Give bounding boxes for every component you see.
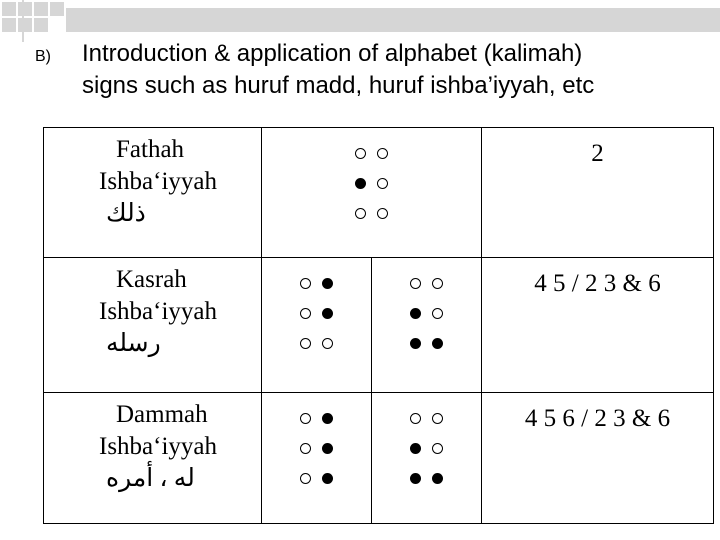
empty-dot (295, 302, 317, 324)
empty-dot (427, 302, 449, 324)
decor-horizontal-bar (66, 8, 720, 32)
empty-dot (427, 407, 449, 429)
sign-name-cell (44, 128, 262, 258)
raised-dot (317, 437, 339, 459)
empty-dot (427, 272, 449, 294)
empty-dot (295, 467, 317, 489)
sign-name: Fathah (116, 136, 185, 163)
decor-square (18, 2, 32, 16)
raised-dot (427, 332, 449, 354)
slide-heading (82, 38, 702, 102)
empty-dot (405, 407, 427, 429)
heading-line-1: Introduction & application of alphabet (kalimah) (82, 40, 583, 67)
sign-name: Kasrah (116, 266, 187, 293)
braille-cell (262, 272, 371, 354)
raised-dot (405, 302, 427, 324)
empty-dot (350, 202, 372, 224)
heading-line-2: signs such as huruf madd, huruf ishba’iyyah, etc (82, 72, 595, 99)
braille-cell-area (372, 393, 482, 524)
raised-dot (317, 467, 339, 489)
dot-numbers: 4 5 6 / 2 3 & 6 (482, 393, 714, 524)
empty-dot (317, 332, 339, 354)
braille-cell (372, 272, 481, 354)
sign-name-cell (44, 393, 262, 524)
decor-square (50, 2, 64, 16)
decor-square (2, 2, 16, 16)
bullet-label: B) (35, 48, 51, 65)
raised-dot (427, 467, 449, 489)
decor-square (2, 18, 16, 32)
sign-name-sub: Ishba‘iyyah (99, 433, 218, 460)
sign-name-sub: Ishba‘iyyah (99, 168, 218, 195)
empty-dot (372, 142, 394, 164)
braille-cell-area (262, 258, 372, 393)
empty-dot (427, 437, 449, 459)
raised-dot (405, 437, 427, 459)
empty-dot (295, 407, 317, 429)
arabic-example: له ، أمره (106, 465, 195, 492)
raised-dot (317, 407, 339, 429)
raised-dot (405, 332, 427, 354)
table-row (44, 258, 714, 393)
raised-dot (405, 467, 427, 489)
arabic-example: رسله (106, 330, 161, 357)
sign-name-sub: Ishba‘iyyah (99, 298, 218, 325)
braille-cell-area (372, 258, 482, 393)
empty-dot (372, 172, 394, 194)
sign-name-cell (44, 258, 262, 393)
braille-signs-table (43, 127, 714, 524)
braille-cell (372, 407, 481, 489)
braille-cell (262, 142, 481, 224)
dot-numbers: 2 (482, 128, 714, 258)
braille-cell-area (262, 393, 372, 524)
empty-dot (372, 202, 394, 224)
raised-dot (350, 172, 372, 194)
decor-square (34, 18, 48, 32)
dot-numbers: 4 5 / 2 3 & 6 (482, 258, 714, 393)
raised-dot (317, 302, 339, 324)
table-row (44, 393, 714, 524)
table-row (44, 128, 714, 258)
braille-cell-area (262, 128, 482, 258)
empty-dot (405, 272, 427, 294)
empty-dot (350, 142, 372, 164)
decor-square (18, 18, 32, 32)
sign-name: Dammah (116, 401, 208, 428)
arabic-example: ذلك (106, 200, 146, 227)
decor-square (34, 2, 48, 16)
braille-cell (262, 407, 371, 489)
empty-dot (295, 437, 317, 459)
empty-dot (295, 272, 317, 294)
raised-dot (317, 272, 339, 294)
empty-dot (295, 332, 317, 354)
